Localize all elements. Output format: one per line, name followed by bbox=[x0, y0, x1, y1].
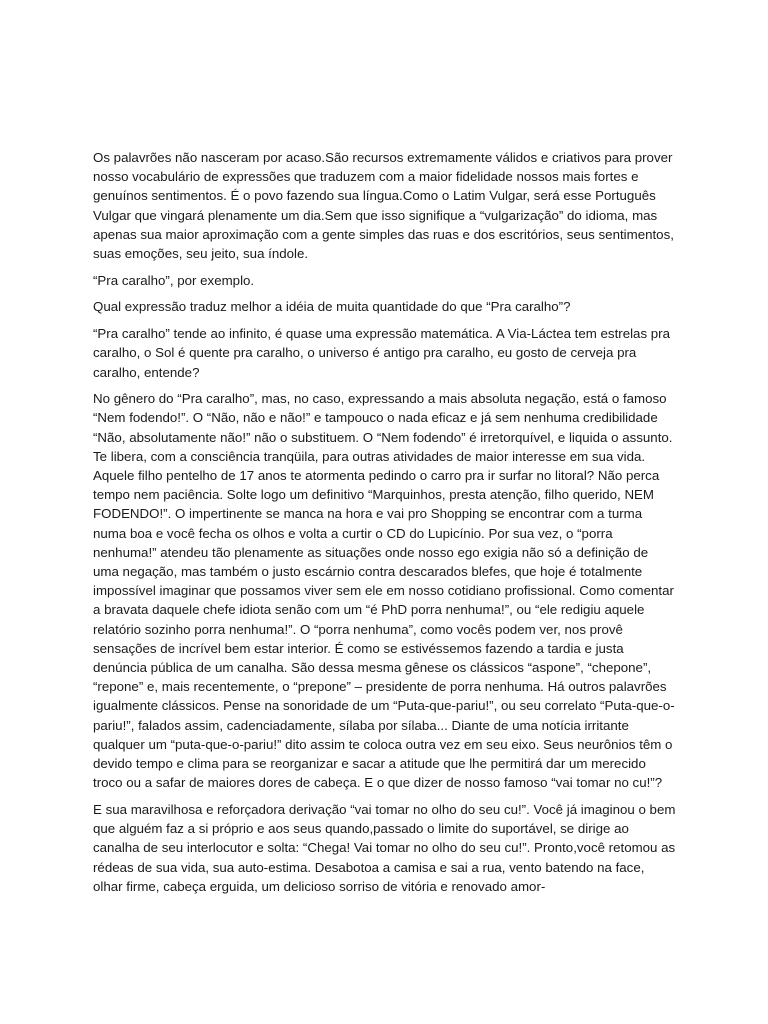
paragraph-intro: Os palavrões não nasceram por acaso.São recursos extremamente válidos e criativos para prover nosso vocabulário de expressões que traduzem com a maior fidelidade nossos mais fortes e genuínos sentimentos. É o povo fazendo sua língua.Como o Latim Vulgar, será esse Português Vulgar que vingará plenamente um dia.Sem que isso signifique a “vulgarização” do idioma, mas apenas sua maior aproximação com a gente simples das ruas e dos escritórios, seus sentimentos, suas emoções, seu jeito, sua índole. bbox=[93, 150, 674, 262]
document-body bbox=[93, 148, 677, 904]
paragraph-negation: No gênero do “Pra caralho”, mas, no caso, expressando a mais absoluta negação, está o famoso “Nem fodendo!”. O “Não, não e não!” e tampouco o nada eficaz e já sem nenhuma credibilidade “Não, absolutamente não!” não o substituem. O “Nem fodendo” é irretorquível, e liquida o assunto. Te libera, com a consciência tranqüila, para outras atividades de maior interesse em sua vida. Aquele filho pentelho de 17 anos te atormenta pedindo o carro pra ir surfar no litoral? Não perca tempo nem paciência. Solte logo um definitivo “Marquinhos, presta atenção, filho querido, NEM FODENDO!”. O impertinente se manca na hora e vai pro Shopping se encontrar com a turma numa boa e você fecha os olhos e volta a curtir o CD do Lupicínio. Por sua vez, o “porra nenhuma!” atendeu tão plenamente as situações onde nosso ego exigia não só a definição de uma negação, mas também o justo escárnio contra descarados blefes, que hoje é totalmente impossível imaginar que possamos viver sem ele em nosso cotidiano profissional. Como comentar a bravata daquele chefe idiota senão com um “é PhD porra nenhuma!”, ou “ele redigiu aquele relatório sozinho porra nenhuma!”. O “porra nenhuma”, como vocês podem ver, nos provê sensações de incrível bem estar interior. É como se estivéssemos fazendo a tardia e justa denúncia pública de um canalha. São dessa mesma gênese os clássicos “aspone”, “chepone”, “repone” e, mais recentemente, o “prepone” – presidente de porra nenhuma. Há outros palavrões igualmente clássicos. Pense na sonoridade de um “Puta-que-pariu!”, ou seu correlato “Puta-que-o-pariu!”, falados assim, cadenciadamente, sílaba por sílaba... Diante de uma notícia irritante qualquer um “puta-que-o-pariu!” dito assim te coloca outra vez em seu eixo. Seus neurônios têm o devido tempo e clima para se reorganizar e sacar a atitude que lhe permitirá dar um merecido troco ou a safar de maiores dores de cabeça. E o que dizer de nosso famoso “vai tomar no cu!”? bbox=[93, 391, 675, 791]
paragraph-question: Qual expressão traduz melhor a idéia de muita quantidade do que “Pra caralho”? bbox=[93, 299, 571, 315]
paragraph-infinity: “Pra caralho” tende ao infinito, é quase uma expressão matemática. A Via-Láctea tem estrelas pra caralho, o Sol é quente pra caralho, o universo é antigo pra caralho, eu gosto de cerveja pra caralho, entende? bbox=[93, 326, 671, 380]
paragraph-derivation: E sua maravilhosa e reforçadora derivação “vai tomar no olho do seu cu!”. Você já imaginou o bem que alguém faz a si próprio e aos seus quando,passado o limite do suportável, se dirige ao canalha de seu interlocutor e solta: “Chega! Vai tomar no olho do seu cu!”. Pronto,você retomou as rédeas de sua vida, sua auto-estima. Desabotoa a camisa e sai a rua, vento batendo na face, olhar firme, cabeça erguida, um delicioso sorriso de vitória e renovado amor- bbox=[93, 802, 676, 894]
paragraph-example: “Pra caralho”, por exemplo. bbox=[93, 272, 255, 288]
